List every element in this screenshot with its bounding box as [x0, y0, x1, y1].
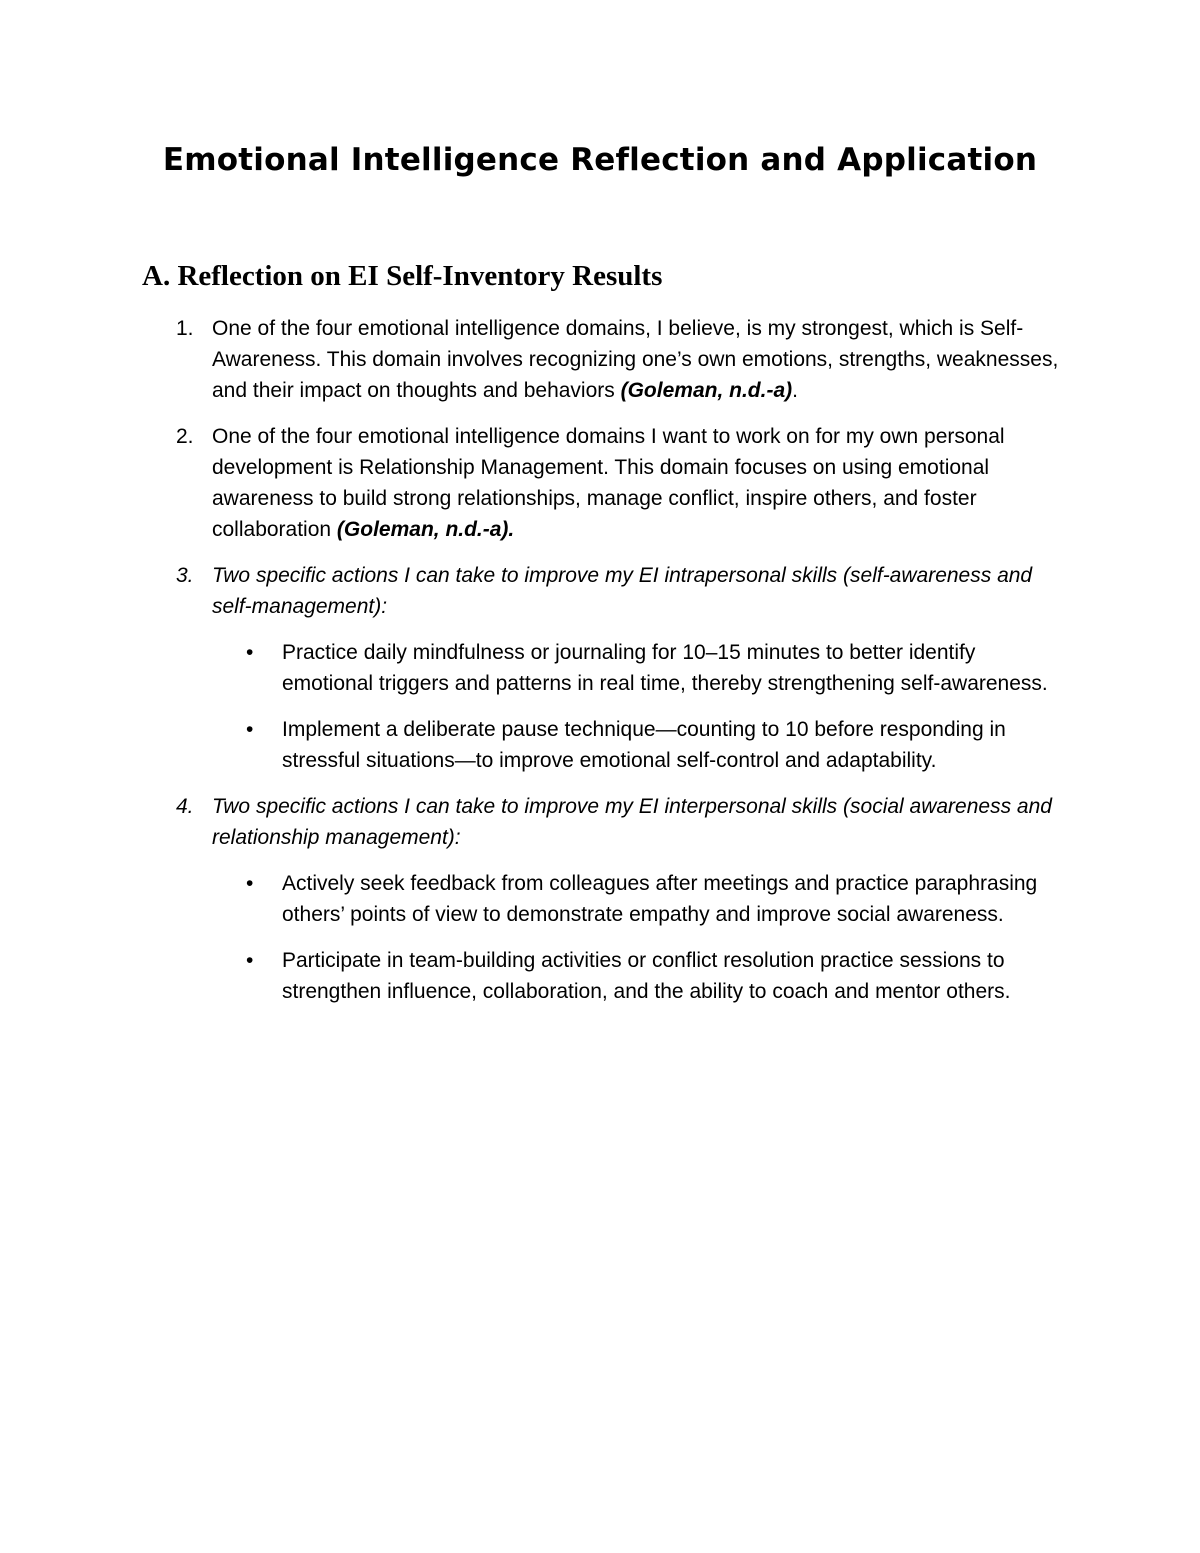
item-number: 4. [176, 795, 194, 818]
list-item-1 [142, 313, 1062, 406]
item-text: One of the four emotional intelligence domains I want to work on for my own personal development is Relationship Management. This domain focuses on using emotional awareness to build strong relationships, manage conflict, inspire others, and foster collaboration [212, 425, 1005, 541]
item-text-end: . [792, 379, 798, 402]
bullet-item [212, 945, 1062, 1007]
item-number: 1. [176, 317, 194, 340]
bullet-item [212, 714, 1062, 776]
bullet-point: • [246, 949, 254, 972]
list-item-2 [142, 421, 1062, 545]
bullet-text: Participate in team-building activities or conflict resolution practice sessions to strengthen influence, collaboration, and the ability to coach and mentor others. [282, 949, 1011, 1003]
item-number: 3. [176, 564, 194, 587]
item-text: Two specific actions I can take to improve my EI interpersonal skills (social awareness and relationship management): [212, 795, 1052, 849]
reflection-list [142, 313, 1062, 1022]
item-text: One of the four emotional intelligence domains, I believe, is my strongest, which is Self-Awareness. This domain involves recognizing one’s own emotions, strengths, weaknesses, and their impact on thoughts and behaviors [212, 317, 1059, 402]
bullet-item [212, 637, 1062, 699]
bullet-item [212, 868, 1062, 930]
item-text: Two specific actions I can take to improve my EI intrapersonal skills (self-awareness and self-management): [212, 564, 1033, 618]
document-title: Emotional Intelligence Reflection and Application [162, 142, 1038, 178]
citation: (Goleman, n.d.-a). [336, 518, 515, 541]
section-heading: A. Reflection on EI Self-Inventory Results [142, 260, 663, 292]
bullet-text: Implement a deliberate pause technique—counting to 10 before responding in stressful situations—to improve emotional self-control and adaptability. [282, 718, 1006, 772]
bullet-point: • [246, 641, 254, 664]
citation: (Goleman, n.d.-a) [620, 379, 793, 402]
list-item-4 [142, 791, 1062, 1007]
bullet-list [212, 868, 1062, 1007]
bullet-point: • [246, 718, 254, 741]
bullet-text: Actively seek feedback from colleagues after meetings and practice paraphrasing others’ points of view to demonstrate empathy and improve social awareness. [282, 872, 1038, 926]
bullet-point: • [246, 872, 254, 895]
list-item-3 [142, 560, 1062, 776]
bullet-text: Practice daily mindfulness or journaling for 10–15 minutes to better identify emotional triggers and patterns in real time, thereby strengthening self-awareness. [282, 641, 1048, 695]
bullet-list [212, 637, 1062, 776]
item-number: 2. [176, 425, 194, 448]
